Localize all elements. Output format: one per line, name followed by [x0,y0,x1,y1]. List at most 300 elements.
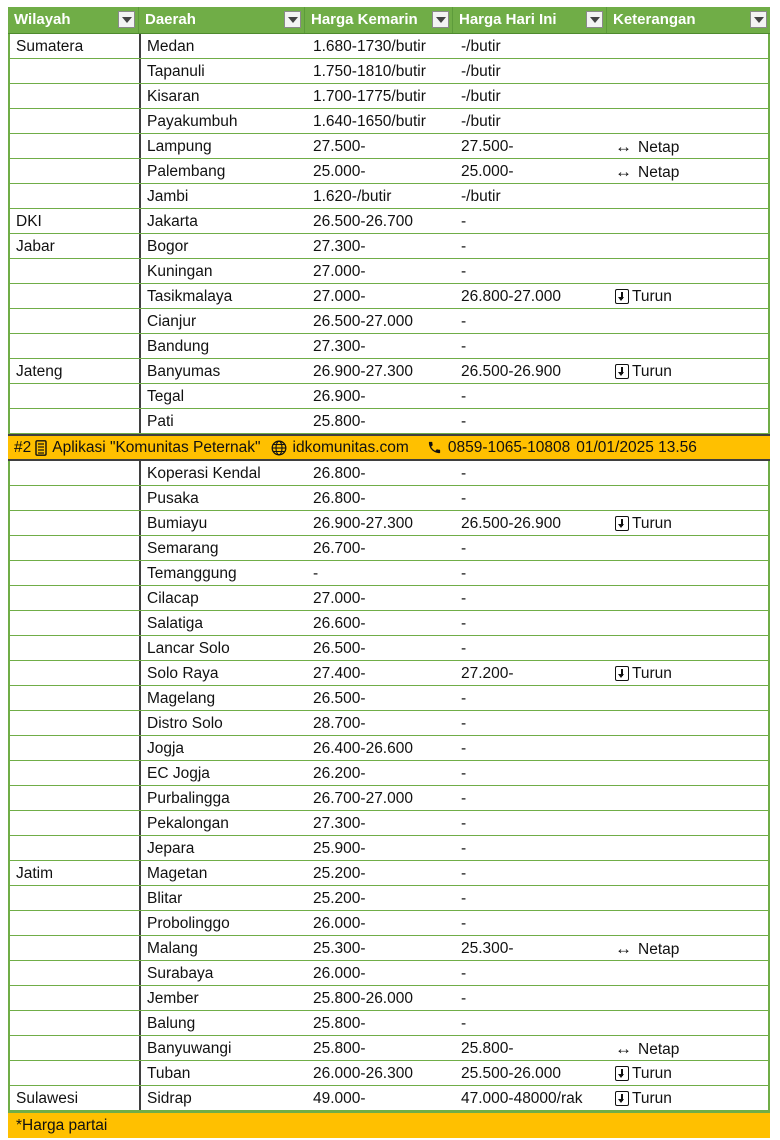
cell-harga-kemarin[interactable]: 26.500-26.700 [313,213,413,230]
cell-keterangan[interactable] [609,611,768,635]
cell-keterangan[interactable] [609,34,768,58]
table-body-top [8,34,770,434]
cell-keterangan[interactable] [609,811,768,835]
header-daerah [139,7,305,33]
cell-keterangan[interactable] [609,159,768,183]
cell-harga-kemarin[interactable]: 26.700- [313,540,366,557]
cell-wilayah[interactable] [10,259,141,283]
cell-daerah[interactable]: Koperasi Kendal [147,465,261,482]
cell-harga-kemarin[interactable]: 28.700- [313,715,366,732]
cell-keterangan[interactable] [609,184,768,208]
cell-keterangan[interactable] [609,511,768,535]
cell-harga-hari-ini[interactable]: 25.500-26.000 [461,1065,561,1082]
cell-wilayah[interactable]: Jabar [10,234,141,258]
cell-harga-hari-ini[interactable]: -/butir [461,38,501,55]
keterangan-label: Turun [632,1065,672,1082]
cell-wilayah[interactable]: DKI [10,209,141,233]
cell-harga-kemarin[interactable]: 26.900- [313,388,366,405]
left-right-arrow-icon: ↔ [615,939,632,958]
cell-wilayah[interactable] [10,486,141,510]
header-label: Daerah [145,11,196,28]
cell-keterangan[interactable] [609,259,768,283]
cell-keterangan[interactable] [609,836,768,860]
cell-keterangan[interactable] [609,384,768,408]
cell-daerah[interactable]: Semarang [147,540,219,557]
cell-keterangan[interactable] [609,536,768,560]
down-arrow-box-icon [615,364,629,379]
cell-keterangan[interactable] [609,736,768,760]
table-row [10,109,768,134]
header-wilayah [8,7,139,33]
cell-daerah[interactable]: Balung [147,1015,196,1032]
cell-keterangan[interactable] [609,84,768,108]
cell-harga-hari-ini[interactable]: - [461,590,467,607]
cell-keterangan[interactable] [609,636,768,660]
cell-daerah[interactable]: EC Jogja [147,765,210,782]
table-row [10,234,768,259]
cell-wilayah[interactable] [10,561,141,585]
table-row [10,209,768,234]
cell-harga-kemarin[interactable]: 25.200- [313,865,366,882]
table-row [10,711,768,736]
cell-harga-hari-ini[interactable]: - [461,388,467,405]
cell-harga-hari-ini[interactable]: - [461,640,467,657]
globe-icon [271,440,287,456]
cell-keterangan[interactable] [609,661,768,685]
cell-harga-hari-ini[interactable]: - [461,615,467,632]
phone-icon [427,440,442,455]
table-row [10,686,768,711]
down-arrow-box-icon [615,289,629,304]
cell-harga-kemarin[interactable]: 25.800- [313,413,366,430]
cell-harga-kemarin[interactable]: 25.900- [313,840,366,857]
cell-harga-kemarin[interactable]: 26.500-27.000 [313,313,413,330]
cell-daerah[interactable]: Magetan [147,865,208,882]
left-right-arrow-icon: ↔ [615,162,632,181]
keterangan-label: Netap [638,1041,680,1058]
table-row [10,911,768,936]
cell-harga-hari-ini[interactable]: - [461,338,467,355]
cell-keterangan[interactable] [609,586,768,610]
cell-harga-hari-ini[interactable]: - [461,465,467,482]
cell-wilayah[interactable] [10,586,141,610]
cell-daerah[interactable]: Kisaran [147,88,200,105]
cell-wilayah[interactable] [10,911,141,935]
cell-harga-kemarin[interactable]: 27.000- [313,263,366,280]
cell-wilayah[interactable] [10,811,141,835]
cell-wilayah[interactable] [10,184,141,208]
cell-harga-kemarin[interactable]: 27.400- [313,665,366,682]
table-row [10,1086,768,1111]
table-row [10,84,768,109]
cell-wilayah[interactable] [10,409,141,433]
table-row [10,561,768,586]
cell-harga-kemarin[interactable]: 26.600- [313,615,366,632]
table-row [10,836,768,861]
promo-banner [8,434,770,461]
cell-daerah[interactable]: Tapanuli [147,63,205,80]
cell-keterangan[interactable] [609,486,768,510]
cell-keterangan[interactable] [609,911,768,935]
cell-harga-kemarin[interactable]: 25.800- [313,1015,366,1032]
cell-daerah[interactable]: Jakarta [147,213,198,230]
cell-daerah[interactable]: Pekalongan [147,815,229,832]
cell-keterangan[interactable] [609,711,768,735]
cell-wilayah[interactable] [10,736,141,760]
keterangan-label: Turun [632,515,672,532]
cell-wilayah[interactable] [10,384,141,408]
down-arrow-box-icon [615,1066,629,1081]
promo-website[interactable]: idkomunitas.com [292,438,409,456]
cell-daerah[interactable]: Surabaya [147,965,214,982]
cell-wilayah[interactable] [10,611,141,635]
cell-daerah[interactable]: Temanggung [147,565,237,582]
cell-harga-hari-ini[interactable]: -/butir [461,113,501,130]
cell-daerah[interactable]: Kuningan [147,263,213,280]
cell-keterangan[interactable] [609,209,768,233]
table-row [10,134,768,159]
cell-daerah[interactable]: Lancar Solo [147,640,230,657]
table-row [10,384,768,409]
cell-daerah[interactable]: Lampung [147,138,212,155]
cell-wilayah[interactable] [10,334,141,358]
cell-harga-kemarin[interactable]: 1.750-1810/butir [313,63,426,80]
keterangan-label: Netap [638,941,680,958]
cell-daerah[interactable]: Cianjur [147,313,197,330]
cell-harga-hari-ini[interactable]: - [461,815,467,832]
cell-daerah[interactable]: Pati [147,413,174,430]
cell-keterangan[interactable] [609,886,768,910]
cell-keterangan[interactable] [609,461,768,485]
cell-harga-hari-ini[interactable]: - [461,540,467,557]
cell-harga-hari-ini[interactable]: - [461,865,467,882]
cell-keterangan[interactable] [609,961,768,985]
keterangan-label: Turun [632,288,672,305]
cell-wilayah[interactable] [10,134,141,158]
cell-daerah[interactable]: Magelang [147,690,216,707]
filter-dropdown-icon[interactable] [284,11,301,28]
cell-daerah[interactable]: Palembang [147,163,226,180]
cell-daerah[interactable]: Banyuwangi [147,1040,232,1057]
cell-harga-hari-ini[interactable]: -/butir [461,88,501,105]
cell-keterangan[interactable] [609,1036,768,1060]
cell-harga-hari-ini[interactable]: - [461,413,467,430]
cell-keterangan[interactable] [609,936,768,960]
cell-harga-hari-ini[interactable]: - [461,840,467,857]
table-row [10,661,768,686]
cell-harga-kemarin[interactable]: 26.900-27.300 [313,363,413,380]
cell-harga-hari-ini[interactable]: 27.500- [461,138,514,155]
cell-daerah[interactable]: Payakumbuh [147,113,238,130]
cell-daerah[interactable]: Tuban [147,1065,191,1082]
cell-keterangan[interactable] [609,761,768,785]
cell-harga-kemarin[interactable]: 1.700-1775/butir [313,88,426,105]
phone-app-icon [35,440,47,456]
cell-wilayah[interactable] [10,786,141,810]
header-label: Keterangan [613,11,696,28]
down-arrow-box-icon [615,666,629,681]
cell-harga-hari-ini[interactable]: -/butir [461,188,501,205]
table-row [10,586,768,611]
cell-daerah[interactable]: Sidrap [147,1090,192,1107]
table-row [10,309,768,334]
filter-dropdown-icon[interactable] [118,11,135,28]
cell-harga-hari-ini[interactable]: - [461,915,467,932]
cell-harga-hari-ini[interactable]: - [461,765,467,782]
cell-wilayah[interactable] [10,59,141,83]
cell-harga-kemarin[interactable]: 26.200- [313,765,366,782]
header-harga-kemarin [305,7,453,33]
table-row [10,259,768,284]
cell-harga-hari-ini[interactable]: - [461,965,467,982]
table-row [10,184,768,209]
cell-wilayah[interactable] [10,836,141,860]
header-label: Wilayah [14,11,71,28]
table-row [10,961,768,986]
cell-harga-hari-ini[interactable]: 47.000-48000/rak [461,1090,583,1107]
cell-daerah[interactable]: Bumiayu [147,515,208,532]
cell-wilayah[interactable] [10,986,141,1010]
cell-wilayah[interactable]: Sulawesi [10,1086,141,1110]
table-row [10,986,768,1011]
cell-wilayah[interactable] [10,886,141,910]
down-arrow-box-icon [615,516,629,531]
table-row [10,811,768,836]
cell-harga-kemarin[interactable]: 26.800- [313,465,366,482]
cell-harga-hari-ini[interactable]: - [461,690,467,707]
cell-daerah[interactable]: Tegal [147,388,185,405]
cell-daerah[interactable]: Tasikmalaya [147,288,233,305]
cell-daerah[interactable]: Cilacap [147,590,199,607]
cell-harga-kemarin[interactable]: 26.800- [313,490,366,507]
left-right-arrow-icon: ↔ [615,137,632,156]
cell-harga-hari-ini[interactable]: 26.500-26.900 [461,515,561,532]
keterangan-label: Netap [638,139,680,156]
cell-wilayah[interactable] [10,309,141,333]
cell-harga-kemarin[interactable]: 25.800-26.000 [313,990,413,1007]
cell-keterangan[interactable] [609,786,768,810]
cell-harga-kemarin[interactable]: 27.000- [313,590,366,607]
cell-harga-kemarin[interactable]: 27.300- [313,338,366,355]
cell-harga-kemarin[interactable]: 27.500- [313,138,366,155]
promo-phone[interactable]: 0859-1065-10808 [447,438,571,456]
cell-wilayah[interactable] [10,936,141,960]
cell-harga-kemarin[interactable]: 1.640-1650/butir [313,113,426,130]
header-label: Harga Hari Ini [459,11,557,28]
cell-harga-hari-ini[interactable]: - [461,790,467,807]
table-row [10,486,768,511]
cell-keterangan[interactable] [609,134,768,158]
table-row [10,636,768,661]
cell-daerah[interactable]: Salatiga [147,615,204,632]
cell-wilayah[interactable]: Sumatera [10,34,141,58]
cell-wilayah[interactable] [10,961,141,985]
cell-daerah[interactable]: Bogor [147,238,189,255]
cell-harga-kemarin[interactable]: 26.000-26.300 [313,1065,413,1082]
table-row [10,736,768,761]
cell-keterangan[interactable] [609,59,768,83]
cell-daerah[interactable]: Banyumas [147,363,221,380]
cell-harga-hari-ini[interactable]: 25.000- [461,163,514,180]
cell-keterangan[interactable] [609,686,768,710]
header-harga-hari-ini [453,7,607,33]
cell-keterangan[interactable] [609,234,768,258]
cell-wilayah[interactable] [10,1061,141,1085]
table-row [10,886,768,911]
cell-harga-kemarin[interactable]: 1.620-/butir [313,188,392,205]
cell-harga-hari-ini[interactable]: 25.800- [461,1040,514,1057]
cell-wilayah[interactable] [10,536,141,560]
table-row [10,284,768,309]
cell-harga-kemarin[interactable]: 26.500- [313,640,366,657]
cell-daerah[interactable]: Malang [147,940,198,957]
cell-harga-kemarin[interactable]: 26.400-26.600 [313,740,413,757]
table-row [10,461,768,486]
cell-harga-hari-ini[interactable]: - [461,238,467,255]
header-label: Harga Kemarin [311,11,418,28]
cell-keterangan[interactable] [609,1086,768,1110]
cell-harga-kemarin[interactable]: 26.700-27.000 [313,790,413,807]
cell-wilayah[interactable] [10,109,141,133]
keterangan-label: Turun [632,665,672,682]
cell-harga-kemarin[interactable]: 26.900-27.300 [313,515,413,532]
cell-daerah[interactable]: Distro Solo [147,715,223,732]
cell-keterangan[interactable] [609,1061,768,1085]
cell-harga-hari-ini[interactable]: - [461,263,467,280]
cell-daerah[interactable]: Medan [147,38,195,55]
cell-keterangan[interactable] [609,1011,768,1035]
cell-keterangan[interactable] [609,109,768,133]
cell-keterangan[interactable] [609,359,768,383]
cell-wilayah[interactable] [10,661,141,685]
table-row [10,359,768,384]
cell-daerah[interactable]: Jepara [147,840,195,857]
cell-harga-hari-ini[interactable]: 26.500-26.900 [461,363,561,380]
cell-harga-kemarin[interactable]: 27.300- [313,815,366,832]
cell-wilayah[interactable] [10,1036,141,1060]
table-row [10,761,768,786]
table-row [10,34,768,59]
price-sheet [8,7,770,1138]
keterangan-label: Turun [632,1090,672,1107]
cell-harga-kemarin[interactable]: 26.500- [313,690,366,707]
cell-harga-hari-ini[interactable]: - [461,490,467,507]
cell-wilayah[interactable] [10,159,141,183]
cell-daerah[interactable]: Jambi [147,188,189,205]
cell-keterangan[interactable] [609,309,768,333]
cell-keterangan[interactable] [609,861,768,885]
keterangan-label: Turun [632,363,672,380]
filter-dropdown-icon[interactable] [750,11,767,28]
header-row [8,7,770,34]
cell-daerah[interactable]: Probolinggo [147,915,230,932]
table-body-bottom [8,461,770,1111]
cell-harga-hari-ini[interactable]: 27.200- [461,665,514,682]
cell-daerah[interactable]: Pusaka [147,490,199,507]
table-row [10,511,768,536]
table-row [10,786,768,811]
table-row [10,159,768,184]
table-row [10,1061,768,1086]
cell-harga-kemarin[interactable]: 25.200- [313,890,366,907]
table-row [10,59,768,84]
cell-wilayah[interactable] [10,711,141,735]
cell-harga-hari-ini[interactable]: - [461,715,467,732]
cell-daerah[interactable]: Jember [147,990,199,1007]
cell-harga-hari-ini[interactable]: - [461,740,467,757]
cell-wilayah[interactable] [10,84,141,108]
cell-harga-hari-ini[interactable]: - [461,313,467,330]
cell-harga-kemarin[interactable]: 26.000- [313,965,366,982]
cell-harga-hari-ini[interactable]: 26.800-27.000 [461,288,561,305]
cell-wilayah[interactable] [10,511,141,535]
cell-wilayah[interactable]: Jatim [10,861,141,885]
down-arrow-box-icon [615,1091,629,1106]
cell-keterangan[interactable] [609,561,768,585]
cell-daerah[interactable]: Purbalingga [147,790,230,807]
promo-tag: #2 [14,438,32,456]
cell-wilayah[interactable] [10,686,141,710]
cell-keterangan[interactable] [609,334,768,358]
cell-wilayah[interactable] [10,284,141,308]
cell-harga-kemarin[interactable]: 49.000- [313,1090,366,1107]
table-row [10,1036,768,1061]
cell-harga-hari-ini[interactable]: - [461,990,467,1007]
cell-harga-kemarin[interactable]: 26.000- [313,915,366,932]
promo-datetime: 01/01/2025 13.56 [576,438,697,456]
cell-harga-kemarin[interactable]: 25.000- [313,163,366,180]
cell-harga-kemarin[interactable]: 25.300- [313,940,366,957]
cell-wilayah[interactable] [10,1011,141,1035]
cell-wilayah[interactable]: Jateng [10,359,141,383]
footer-note: *Harga partai [8,1111,770,1138]
cell-keterangan[interactable] [609,986,768,1010]
cell-keterangan[interactable] [609,409,768,433]
cell-wilayah[interactable] [10,761,141,785]
cell-harga-hari-ini[interactable]: - [461,890,467,907]
cell-wilayah[interactable] [10,461,141,485]
table-row [10,334,768,359]
cell-harga-hari-ini[interactable]: 25.300- [461,940,514,957]
cell-harga-kemarin[interactable]: 25.800- [313,1040,366,1057]
cell-harga-hari-ini[interactable]: - [461,213,467,230]
table-row [10,861,768,886]
table-row [10,936,768,961]
header-keterangan [607,7,770,33]
keterangan-label: Netap [638,164,680,181]
cell-harga-hari-ini[interactable]: - [461,565,467,582]
cell-wilayah[interactable] [10,636,141,660]
cell-harga-kemarin[interactable]: 27.300- [313,238,366,255]
cell-keterangan[interactable] [609,284,768,308]
cell-daerah[interactable]: Solo Raya [147,665,219,682]
filter-dropdown-icon[interactable] [432,11,449,28]
cell-harga-kemarin[interactable]: 1.680-1730/butir [313,38,426,55]
table-row [10,536,768,561]
cell-harga-hari-ini[interactable]: - [461,1015,467,1032]
promo-app-name: Aplikasi "Komunitas Peternak" [52,438,261,456]
cell-daerah[interactable]: Bandung [147,338,210,355]
cell-harga-hari-ini[interactable]: -/butir [461,63,501,80]
filter-dropdown-icon[interactable] [586,11,603,28]
cell-harga-kemarin[interactable]: - [313,565,319,582]
cell-daerah[interactable]: Jogja [147,740,185,757]
cell-harga-kemarin[interactable]: 27.000- [313,288,366,305]
left-right-arrow-icon: ↔ [615,1039,632,1058]
cell-daerah[interactable]: Blitar [147,890,183,907]
table-row [10,409,768,434]
table-row [10,1011,768,1036]
